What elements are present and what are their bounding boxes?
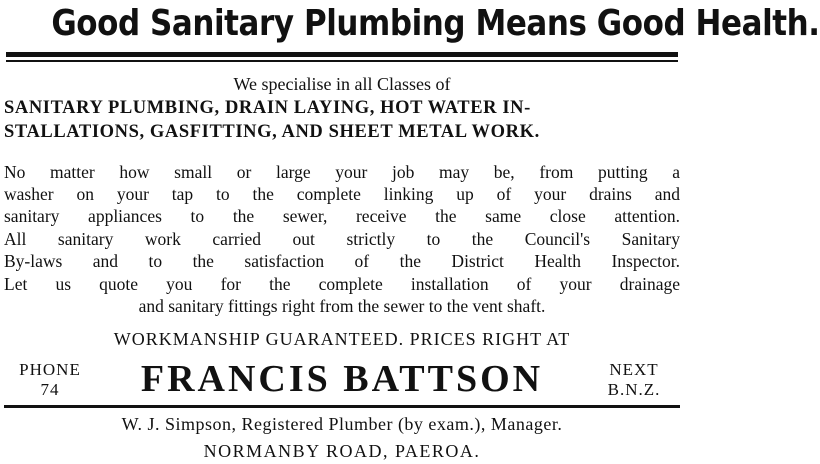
headline-rule-thick [6, 52, 678, 57]
business-name-rule [4, 405, 680, 408]
phone-block [4, 360, 96, 400]
body-line-2: washer on your tap to the complete linking up of your drains and [4, 184, 680, 204]
body-line-5: By-laws and to the satisfaction of the District Health Inspector. [4, 251, 680, 271]
business-name: FRANCIS BATTSON [140, 358, 544, 400]
location-note-line-2: B.N.Z. [607, 380, 661, 399]
body-line-6: Let us quote you for the complete installation of your drainage [4, 274, 680, 294]
body-line-4: All sanitary work carried out strictly to the Council's Sanitary [4, 229, 680, 249]
address-line: NORMANBY ROAD, PAEROA. [203, 441, 481, 461]
services-line-2: STALLATIONS, GASFITTING, AND SHEET METAL WORK. [4, 122, 540, 142]
location-note-line-1: NEXT [609, 360, 659, 379]
headline: Good Sanitary Plumbing Means Good Health. [51, 3, 820, 44]
guarantee-line: WORKMANSHIP GUARANTEED. PRICES RIGHT AT [113, 329, 571, 349]
phone-number: 74 [40, 380, 60, 399]
body-line-1: No matter how small or large your job may be, from putting a [4, 162, 680, 182]
headline-rule-thin [6, 60, 678, 62]
body-line-3: sanitary appliances to the sewer, receive the same close attention. [4, 206, 680, 226]
intro-line: We specialise in all Classes of [233, 74, 451, 94]
services-line-1: SANITARY PLUMBING, DRAIN LAYING, HOT WATER IN- [4, 98, 531, 118]
manager-line: W. J. Simpson, Registered Plumber (by exam.), Manager. [121, 414, 563, 434]
location-note [588, 360, 680, 400]
phone-label: PHONE [19, 360, 81, 379]
body-line-7: and sanitary fittings right from the sewer to the vent shaft. [138, 296, 546, 316]
